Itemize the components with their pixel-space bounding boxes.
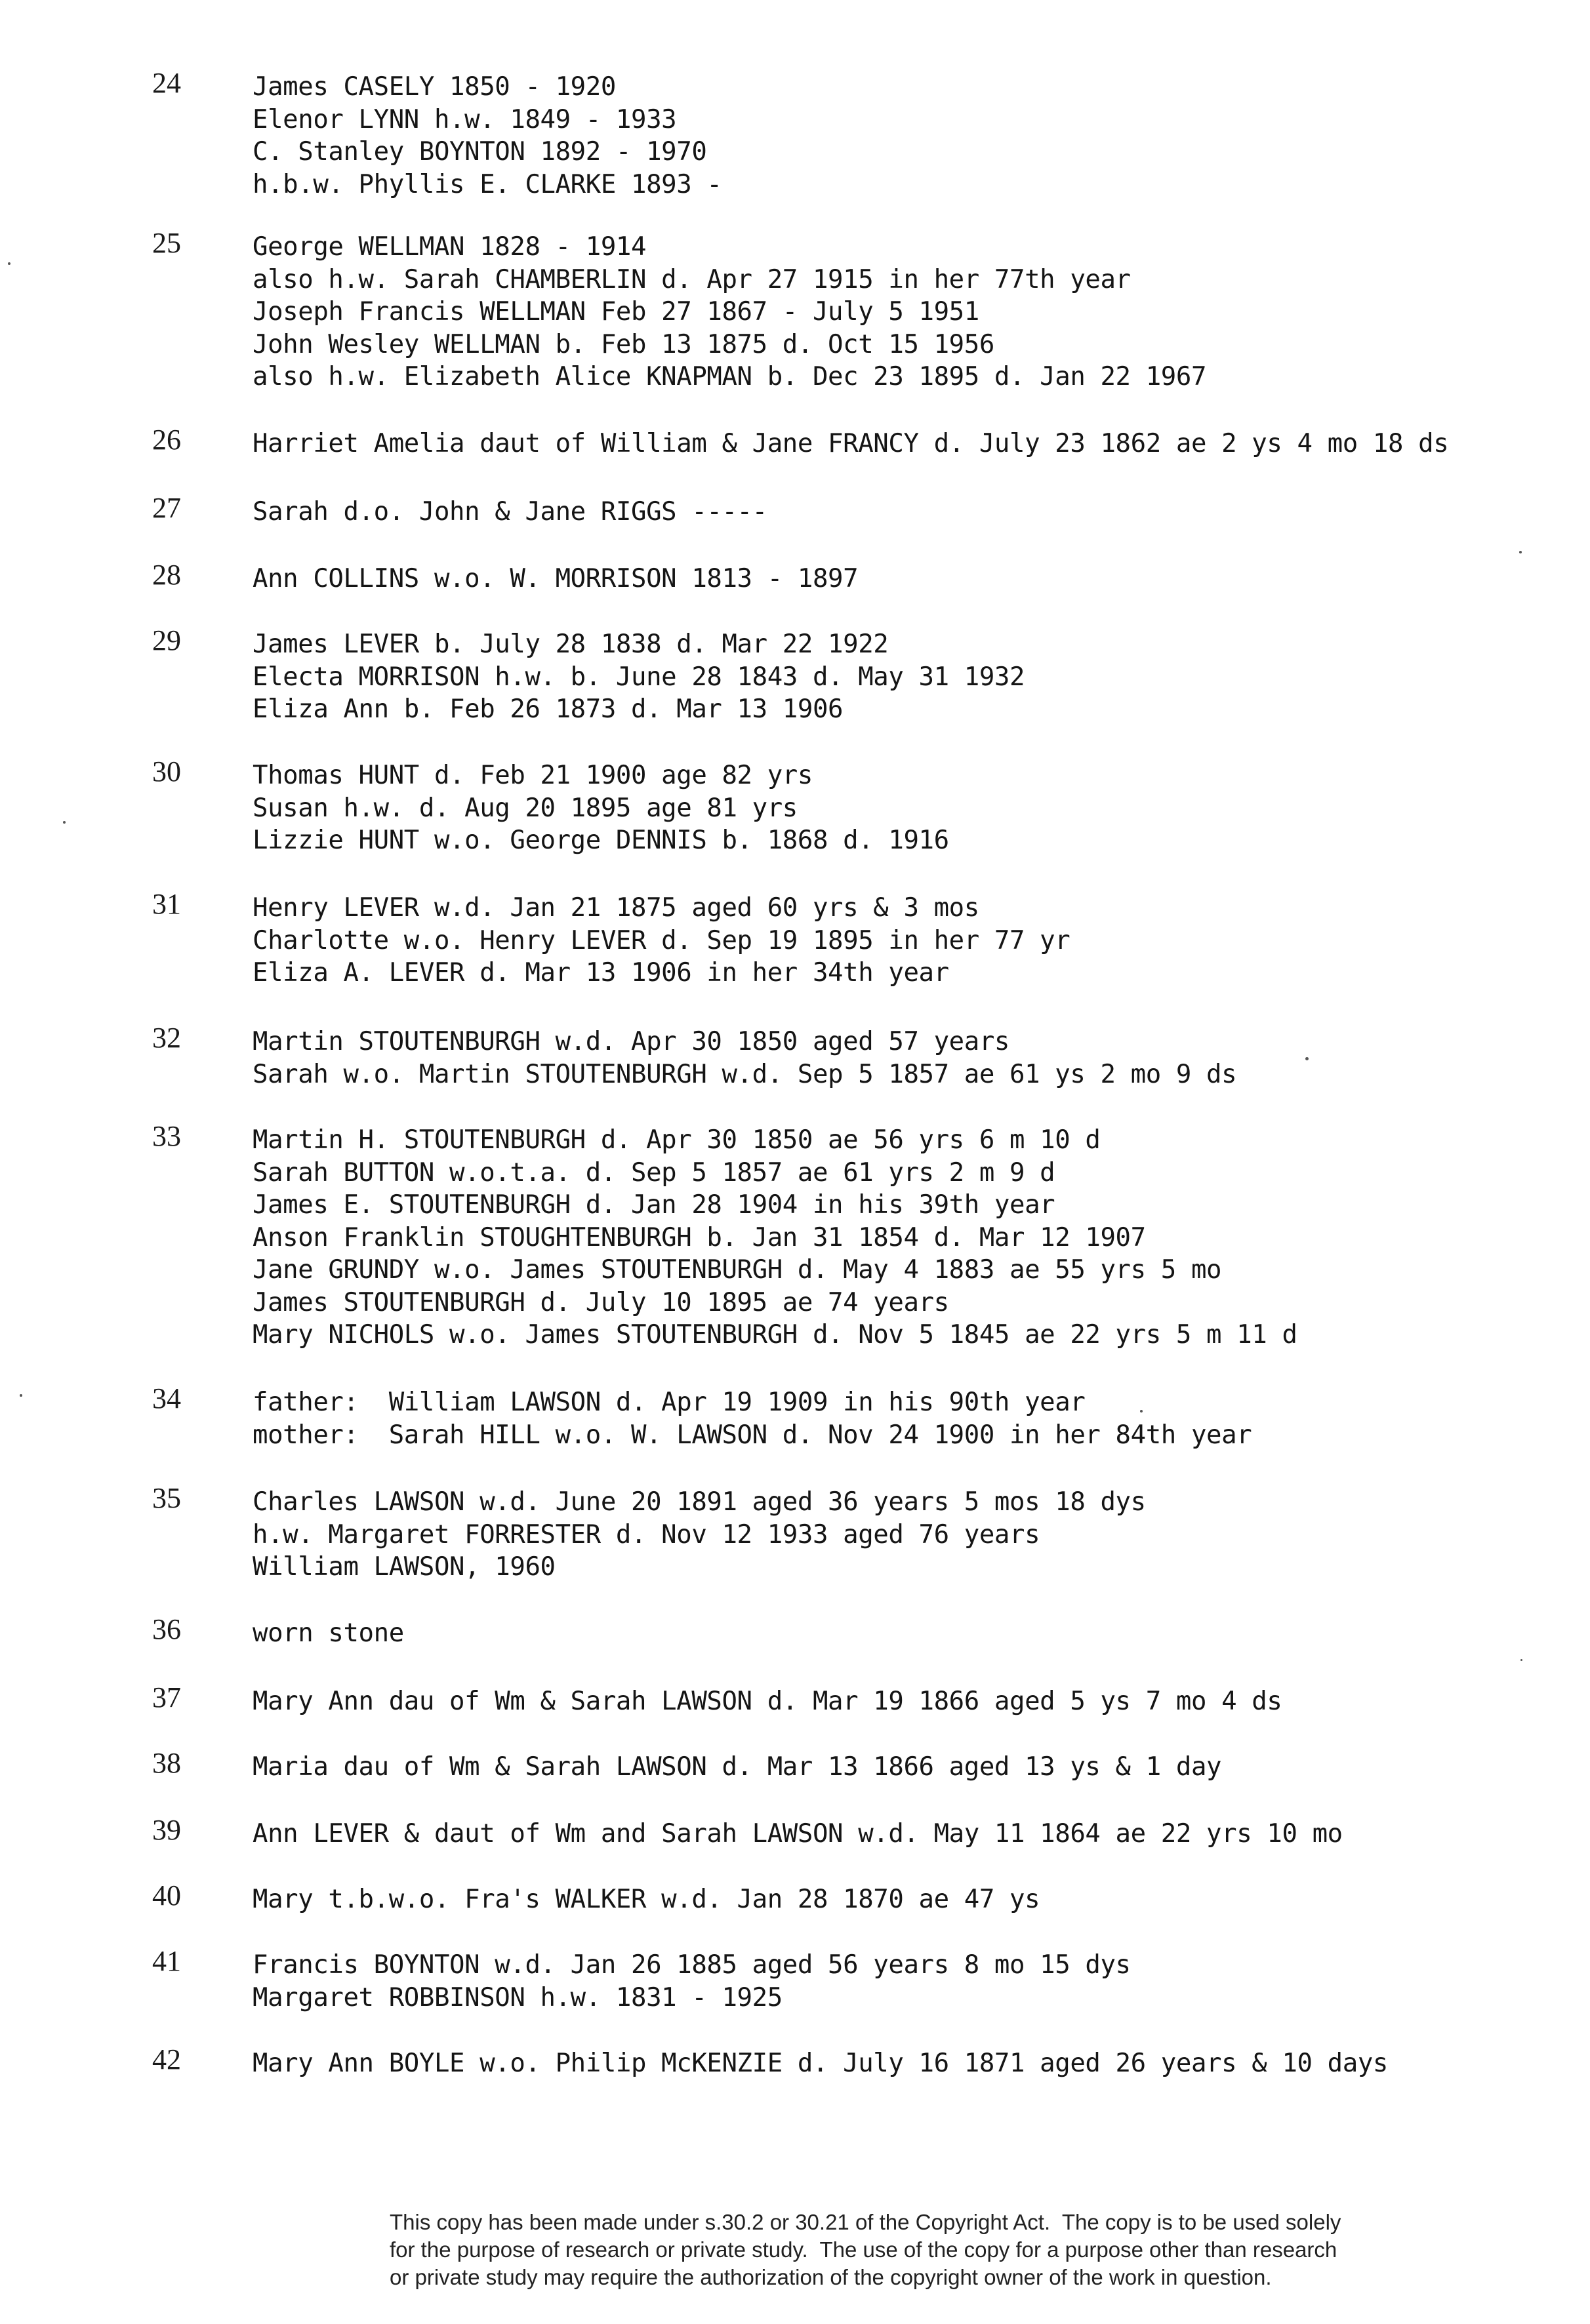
notice-line: This copy has been made under s.30.2 or 30.21 of the Copyright Act. The copy is to be used solely <box>390 2210 1341 2234</box>
inscription-line: father: William LAWSON d. Apr 19 1909 in his 90th year <box>253 1388 1086 1417</box>
inscription-line: Mary NICHOLS w.o. James STOUTENBURGH d. Nov 5 1845 ae 22 yrs 5 m 11 d <box>253 1320 1297 1350</box>
inscription-line: Harriet Amelia daut of William & Jane FRANCY d. July 23 1862 ae 2 ys 4 mo 18 ds <box>253 429 1449 458</box>
entry-text <box>253 1617 1564 1650</box>
inscription-line: also h.w. Elizabeth Alice KNAPMAN b. Dec 23 1895 d. Jan 22 1967 <box>253 362 1207 391</box>
inscription-line: Ann COLLINS w.o. W. MORRISON 1813 - 1897 <box>253 564 859 593</box>
entry-text <box>253 1685 1564 1718</box>
inscription-line: James E. STOUTENBURGH d. Jan 28 1904 in his 39th year <box>253 1190 1055 1220</box>
notice-line: or private study may require the authorization of the copyright owner of the work in question. <box>390 2265 1272 2289</box>
entry-number: 37 <box>152 1681 181 1713</box>
entry-number: 27 <box>152 492 181 524</box>
entry-number: 30 <box>152 755 181 788</box>
entry-text <box>253 563 1564 595</box>
inscription-line: Mary t.b.w.o. Fra's WALKER w.d. Jan 28 1870 ae 47 ys <box>253 1885 1040 1914</box>
entry-number: 38 <box>152 1747 181 1779</box>
entry-text <box>253 1386 1564 1451</box>
entry-number: 25 <box>152 227 181 259</box>
entry-number: 34 <box>152 1382 181 1414</box>
inscription-line: Eliza A. LEVER d. Mar 13 1906 in her 34th year <box>253 958 949 988</box>
entry-text <box>253 1486 1564 1584</box>
entry-text <box>253 1949 1564 2014</box>
inscription-line: Sarah w.o. Martin STOUTENBURGH w.d. Sep 5 1857 ae 61 ys 2 mo 9 ds <box>253 1059 1237 1089</box>
entry-number: 24 <box>152 67 181 99</box>
entry-number: 26 <box>152 424 181 456</box>
copyright-notice <box>390 2209 1570 2291</box>
entry-text <box>253 759 1564 857</box>
inscription-line: Charles LAWSON w.d. June 20 1891 aged 36 years 5 mos 18 dys <box>253 1487 1146 1517</box>
inscription-line: Ann LEVER & daut of Wm and Sarah LAWSON w.d. May 11 1864 ae 22 yrs 10 mo <box>253 1819 1343 1849</box>
inscription-line: Sarah BUTTON w.o.t.a. d. Sep 5 1857 ae 61 yrs 2 m 9 d <box>253 1157 1055 1188</box>
entry-text <box>253 892 1564 990</box>
entry-number: 28 <box>152 559 181 591</box>
inscription-line: h.b.w. Phyllis E. CLARKE 1893 - <box>253 169 722 199</box>
entry-text <box>253 1818 1564 1851</box>
inscription-line: John Wesley WELLMAN b. Feb 13 1875 d. Oct 15 1956 <box>253 329 994 359</box>
scan-speck <box>8 262 10 265</box>
inscription-line: Eliza Ann b. Feb 26 1873 d. Mar 13 1906 <box>253 694 844 724</box>
inscription-line: Electa MORRISON h.w. b. June 28 1843 d. May 31 1932 <box>253 662 1025 692</box>
entry-text <box>253 428 1564 460</box>
inscription-line: Francis BOYNTON w.d. Jan 26 1885 aged 56 years 8 mo 15 dys <box>253 1950 1131 1980</box>
inscription-line: George WELLMAN 1828 - 1914 <box>253 232 647 262</box>
entry-text <box>253 496 1564 529</box>
entry-number: 32 <box>152 1022 181 1054</box>
inscription-line: James LEVER b. July 28 1838 d. Mar 22 1922 <box>253 630 889 659</box>
inscription-line: Lizzie HUNT w.o. George DENNIS b. 1868 d. 1916 <box>253 826 949 855</box>
scan-speck <box>20 1394 22 1397</box>
entry-number: 33 <box>152 1120 181 1152</box>
inscription-line: Maria dau of Wm & Sarah LAWSON d. Mar 13 1866 aged 13 ys & 1 day <box>253 1752 1222 1782</box>
inscription-line: worn stone <box>253 1618 404 1648</box>
scan-speck <box>63 821 66 824</box>
entry-number: 41 <box>152 1945 181 1977</box>
inscription-line: Thomas HUNT d. Feb 21 1900 age 82 yrs <box>253 761 813 790</box>
inscription-line: mother: Sarah HILL w.o. W. LAWSON d. Nov 24 1900 in her 84th year <box>253 1420 1252 1450</box>
inscription-line: also h.w. Sarah CHAMBERLIN d. Apr 27 1915 in her 77th year <box>253 264 1131 294</box>
scan-speck <box>1519 551 1522 553</box>
entry-number: 31 <box>152 888 181 920</box>
inscription-line: Mary Ann BOYLE w.o. Philip McKENZIE d. July 16 1871 aged 26 years & 10 days <box>253 2049 1388 2078</box>
entry-text <box>253 1124 1564 1352</box>
entry-text <box>253 231 1564 393</box>
inscription-line: Jane GRUNDY w.o. James STOUTENBURGH d. May 4 1883 ae 55 yrs 5 mo <box>253 1255 1222 1285</box>
entry-number: 42 <box>152 2043 181 2075</box>
entry-text <box>253 628 1564 726</box>
notice-line: for the purpose of research or private study. The use of the copy for a purpose other than research <box>390 2237 1337 2262</box>
inscription-line: Martin STOUTENBURGH w.d. Apr 30 1850 aged 57 years <box>253 1027 1009 1056</box>
inscription-line: James CASELY 1850 - 1920 <box>253 72 616 102</box>
entry-text <box>253 2047 1564 2080</box>
entry-number: 36 <box>152 1613 181 1645</box>
entry-text <box>253 1751 1564 1784</box>
inscription-line: Martin H. STOUTENBURGH d. Apr 30 1850 ae 56 yrs 6 m 10 d <box>253 1125 1101 1155</box>
entry-text <box>253 1026 1564 1091</box>
entry-text <box>253 71 1564 201</box>
entry-number: 40 <box>152 1879 181 1912</box>
inscription-line: James STOUTENBURGH d. July 10 1895 ae 74 years <box>253 1287 949 1317</box>
entry-text <box>253 1883 1564 1916</box>
inscription-line: C. Stanley BOYNTON 1892 - 1970 <box>253 137 707 167</box>
inscription-line: Elenor LYNN h.w. 1849 - 1933 <box>253 104 677 134</box>
scan-speck <box>1305 1057 1309 1060</box>
inscription-line: Anson Franklin STOUGHTENBURGH b. Jan 31 1854 d. Mar 12 1907 <box>253 1222 1146 1252</box>
inscription-line: Margaret ROBBINSON h.w. 1831 - 1925 <box>253 1982 783 2013</box>
inscription-line: Henry LEVER w.d. Jan 21 1875 aged 60 yrs & 3 mos <box>253 893 979 923</box>
inscription-line: Sarah d.o. John & Jane RIGGS ----- <box>253 497 767 527</box>
inscription-line: Joseph Francis WELLMAN Feb 27 1867 - July 5 1951 <box>253 297 979 327</box>
scan-speck <box>1140 1410 1143 1412</box>
entry-number: 29 <box>152 624 181 656</box>
entry-number: 35 <box>152 1482 181 1514</box>
inscription-line: William LAWSON, 1960 <box>253 1552 556 1582</box>
entry-number: 39 <box>152 1814 181 1846</box>
inscription-line: h.w. Margaret FORRESTER d. Nov 12 1933 aged 76 years <box>253 1519 1040 1550</box>
inscription-line: Susan h.w. d. Aug 20 1895 age 81 yrs <box>253 793 798 823</box>
scan-speck <box>1520 1659 1522 1661</box>
inscription-line: Mary Ann dau of Wm & Sarah LAWSON d. Mar 19 1866 aged 5 ys 7 mo 4 ds <box>253 1687 1282 1716</box>
inscription-line: Charlotte w.o. Henry LEVER d. Sep 19 1895 in her 77 yr <box>253 925 1070 955</box>
